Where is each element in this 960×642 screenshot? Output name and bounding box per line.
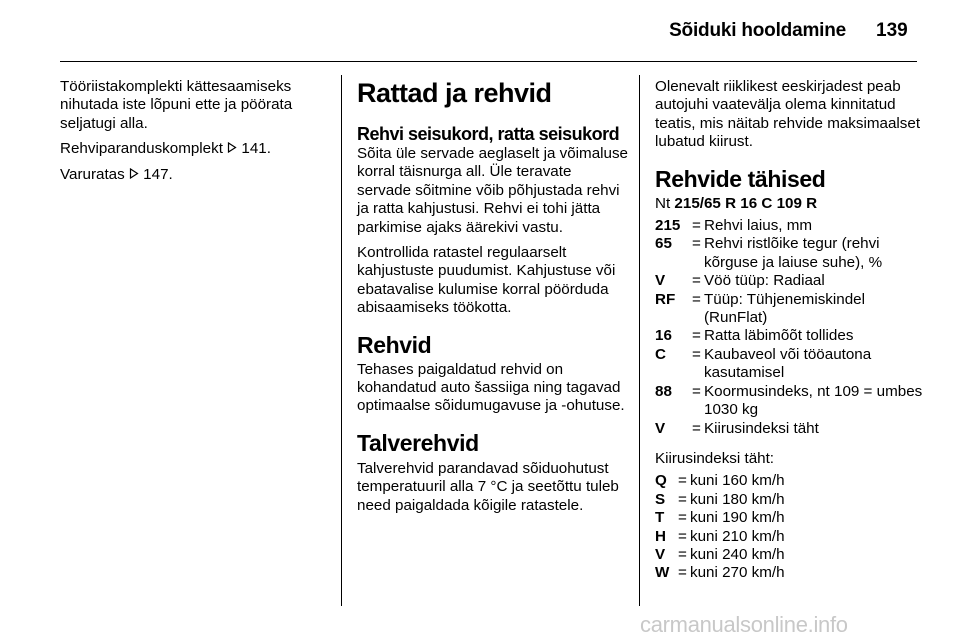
designation-desc: Rehvi ristlõike tegur (rehvi kõrguse ja laiuse suhe), % (704, 235, 883, 271)
list-item: H = kuni 210 km/h (655, 528, 927, 546)
speed-code: H (655, 527, 666, 545)
designation-desc: Kaubaveol või tööautona kasutamisel (704, 345, 872, 382)
repair-kit-page[interactable]: 141. (241, 140, 271, 158)
repair-kit-reference (60, 140, 332, 158)
designation-desc: Tüüp: Tühjenemiskindel (RunFlat) (704, 290, 865, 327)
section-heading-wheels-tyres: Rattad ja rehvid (357, 78, 552, 108)
column-right (655, 78, 927, 583)
subheading-winter-tyres: Talverehvid (357, 429, 479, 456)
speed-desc: kuni 270 km/h (690, 564, 785, 582)
tyres-paragraph: Tehases paigaldatud rehvid on kohandatud auto šassiiga ning tagavad optimaalse sõidumugavuse ja -ohutuse. (357, 360, 625, 415)
list-item: V = Vöö tüüp: Radiaal (655, 272, 927, 290)
speed-code: T (655, 509, 665, 527)
designation-code: 65 (655, 235, 672, 253)
speed-code: S (655, 490, 666, 508)
page-number: 139 (876, 20, 908, 41)
header-divider (60, 61, 917, 62)
speed-index-list (655, 472, 927, 582)
designation-code: 16 (655, 327, 672, 345)
designation-code: 88 (655, 382, 672, 400)
designation-code: RF (655, 290, 676, 308)
designation-code: C (655, 345, 666, 363)
list-item: T = kuni 190 km/h (655, 509, 927, 527)
list-item: W = kuni 270 km/h (655, 564, 927, 582)
repair-kit-label: Rehviparanduskomplekt (60, 140, 228, 158)
arrow-ref-icon (129, 166, 139, 184)
list-item: 215 = Rehvi laius, mm (655, 217, 927, 235)
speed-code: W (655, 564, 670, 582)
designation-desc: Koormusindeks, nt 109 = umbes 1030 kg (704, 382, 923, 419)
designation-code: 215 (655, 217, 681, 235)
subheading-tyre-condition: Rehvi seisukord, ratta seisukord (357, 124, 620, 144)
speed-desc: kuni 210 km/h (690, 527, 785, 545)
speed-code: V (655, 545, 666, 563)
list-item: V = kuni 240 km/h (655, 546, 927, 564)
designation-code: V (655, 272, 666, 290)
arrow-ref-icon (227, 140, 237, 158)
example-code: 215/65 R 16 C 109 R (674, 194, 818, 212)
speed-desc: kuni 160 km/h (690, 472, 785, 490)
list-item: 16 = Ratta läbimõõt tollides (655, 327, 927, 345)
designation-desc: Kiirusindeksi täht (704, 419, 819, 437)
toolkit-paragraph: Tööriistakomplekti kättesaamiseks nihutada iste lõpuni ette ja pöörata seljatugi alla. (60, 78, 293, 132)
speed-desc: kuni 190 km/h (690, 509, 785, 527)
tyre-condition-paragraph-1: Sõita üle servade aeglaselt ja võimaluse korral täisnurga all. Üle teravate servade sõitmine võib põhjustada rehvi ja ratta kahjustusi. Rehvi ei tohi jätta parkimise ajaks äärekivi vastu. (357, 145, 629, 236)
speed-notice-paragraph: Olenevalt riiklikest eeskirjadest peab autojuhi vaatevälja olema kinnitatud teatis, mis näitab rehvide maksimaalset lubatud kiirust. (655, 78, 921, 151)
designation-desc: Ratta läbimõõt tollides (704, 327, 854, 345)
column-divider-right (639, 75, 640, 606)
list-item: C = Kaubaveol või tööautona kasutamisel (655, 346, 927, 383)
list-item: 65 = Rehvi ristlõike tegur (rehvi kõrguse ja laiuse suhe), % (655, 235, 927, 272)
subheading-tyres: Rehvid (357, 331, 432, 358)
spare-wheel-page[interactable]: 147. (143, 165, 173, 183)
speed-desc: kuni 240 km/h (690, 545, 785, 563)
column-middle (357, 78, 629, 522)
designation-code: V (655, 419, 666, 437)
site-watermark: carmanualsonline.info (640, 612, 848, 637)
designation-example (655, 195, 927, 213)
column-divider-left (341, 75, 342, 606)
spare-wheel-reference (60, 166, 332, 184)
spare-wheel-label: Varuratas (60, 165, 129, 183)
tyre-condition-paragraph-2: Kontrollida ratastel regulaarselt kahjustuste puudumist. Kahjustuse või ebatavalise kulumise korral pöörduda abisaamiseks töökotta. (357, 244, 616, 317)
list-item: 88 = Koormusindeks, nt 109 = umbes 1030 kg (655, 383, 927, 420)
list-item: Q = kuni 160 km/h (655, 472, 927, 490)
winter-tyres-paragraph: Talverehvid parandavad sõiduohutust temperatuuril alla 7 °C ja seetõttu tuleb need paigaldada kõigile ratastele. (357, 459, 619, 514)
designation-desc: Vöö tüüp: Radiaal (704, 272, 825, 290)
list-item: S = kuni 180 km/h (655, 491, 927, 509)
speed-index-intro: Kiirusindeksi täht: (655, 449, 775, 467)
speed-code: Q (655, 472, 667, 490)
example-prefix: Nt (655, 194, 675, 212)
list-item: V = Kiirusindeksi täht (655, 420, 927, 438)
designation-desc: Rehvi laius, mm (704, 217, 813, 235)
running-header-title: Sõiduki hooldamine (669, 20, 846, 41)
column-left (60, 78, 332, 191)
designation-list (655, 217, 927, 438)
speed-desc: kuni 180 km/h (690, 490, 785, 508)
list-item: RF = Tüüp: Tühjenemiskindel (RunFlat) (655, 291, 927, 328)
section-heading-tyre-designations: Rehvide tähised (655, 165, 826, 192)
